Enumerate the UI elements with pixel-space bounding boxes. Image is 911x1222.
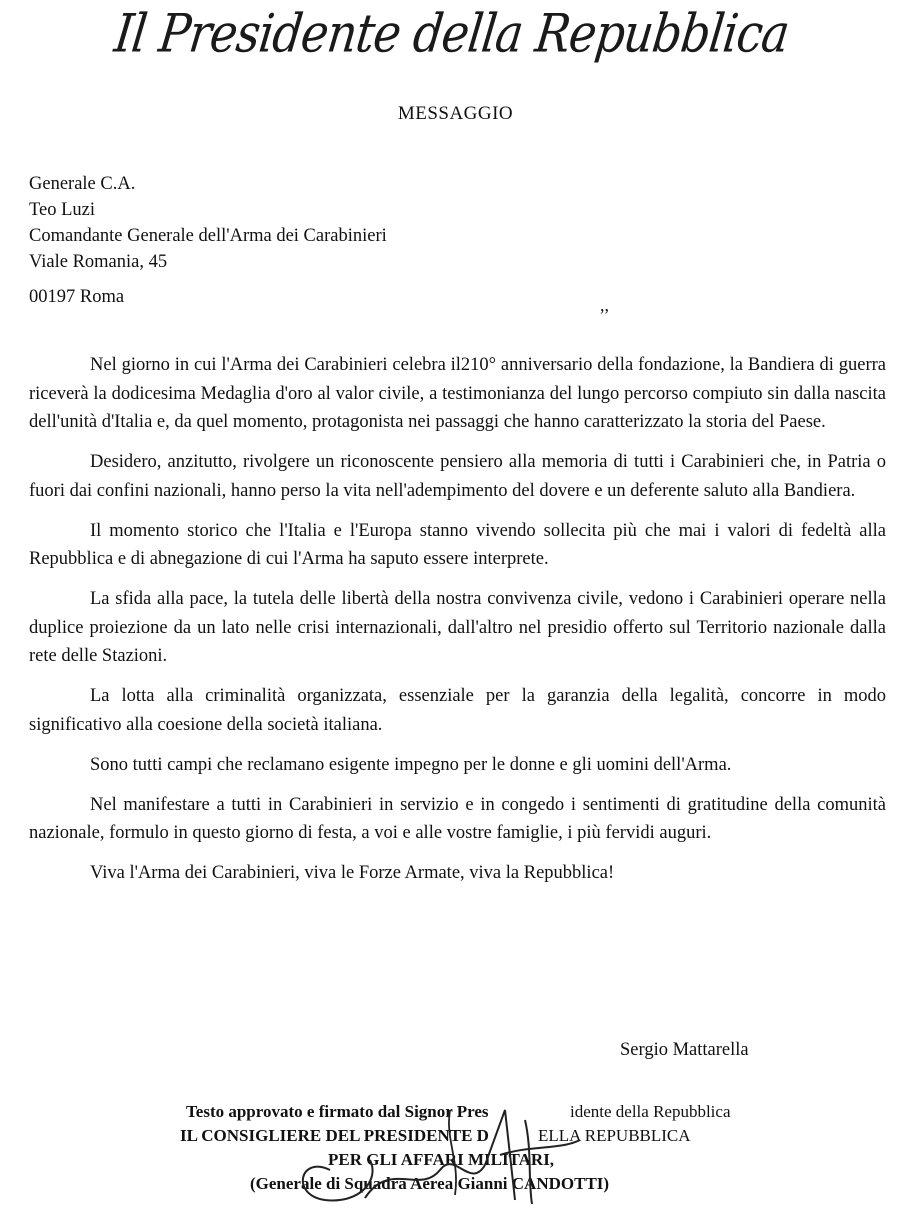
paragraph: Sono tutti campi che reclamano esigente impegno per le donne e gli uomini dell'Arma. <box>90 754 732 775</box>
military-affairs: PER GLI AFFARI MILITARI, <box>328 1150 555 1169</box>
approval-stamp <box>150 1100 770 1210</box>
approval-text-plain: idente della Repubblica <box>570 1102 731 1121</box>
document-title: MESSAGGIO <box>397 103 514 124</box>
signatory-name: Sergio Mattarella <box>620 1040 749 1060</box>
letterhead-title: Il Presidente della Repubblica <box>111 2 793 65</box>
address-street: Viale Romania, 45 <box>29 252 168 272</box>
recipient-address <box>29 171 387 310</box>
paragraph: Nel giorno in cui l'Arma dei Carabinieri celebra il210° anniversario della fondazione, la Bandiera di guerra riceverà la dodicesima Medaglia d'oro al valor civile, a testimonianza del lungo percorso compiuto sin dalla nascita dell'unità d'Italia e, da quel momento, protagonista nei passaggi che hanno caratterizzato la storia del Paese. <box>29 355 886 432</box>
paragraph: La lotta alla criminalità organizzata, essenziale per la garanzia della legalità, concorre in modo significativo alla coesione della società italiana. <box>29 686 886 735</box>
general-name: (Generale di Squadra Aerea Gianni CANDOTTI) <box>250 1174 610 1193</box>
approval-text-bold: Testo approvato e firmato dal Signor Pres <box>186 1102 489 1121</box>
address-name: Teo Luzi <box>29 200 95 220</box>
address-role: Comandante Generale dell'Arma dei Carabinieri <box>29 226 387 246</box>
paragraph: Nel manifestare a tutti in Carabinieri in servizio e in congedo i sentimenti di gratitudine della comunità nazionale, formulo in questo giorno di festa, a voi e alle vostre famiglie, i più fervidi auguri. <box>29 794 886 843</box>
paragraph: Desidero, anzitutto, rivolgere un riconoscente pensiero alla memoria di tutti i Carabinieri che, in Patria o fuori dai confini nazionali, hanno perso la vita nell'adempimento del dovere e un deferente saluto alla Bandiera. <box>29 452 886 501</box>
paragraph: Il momento storico che l'Italia e l'Europa stanno vivendo sollecita più che mai i valori di fedeltà alla Repubblica e di abnegazione di cui l'Arma ha saputo essere interprete. <box>29 520 886 569</box>
address-rank: Generale C.A. <box>29 174 136 194</box>
paragraph: Viva l'Arma dei Carabinieri, viva le Forze Armate, viva la Repubblica! <box>90 863 615 883</box>
stray-quote-mark: ,, <box>600 295 609 315</box>
address-city: 00197 Roma <box>29 287 125 307</box>
message-body <box>29 351 886 899</box>
letterhead <box>0 0 911 85</box>
paragraph: La sfida alla pace, la tutela delle libertà della nostra convivenza civile, vedono i Carabinieri operare nella duplice proiezione da un lato nelle crisi internazionali, dall'altro nel presidio offerto sul Territorio nazionale dalla rete delle Stazioni. <box>29 589 886 666</box>
counsel-title-bold: IL CONSIGLIERE DEL PRESIDENTE D <box>180 1126 489 1145</box>
counsel-title-plain: ELLA REPUBBLICA <box>538 1126 691 1145</box>
